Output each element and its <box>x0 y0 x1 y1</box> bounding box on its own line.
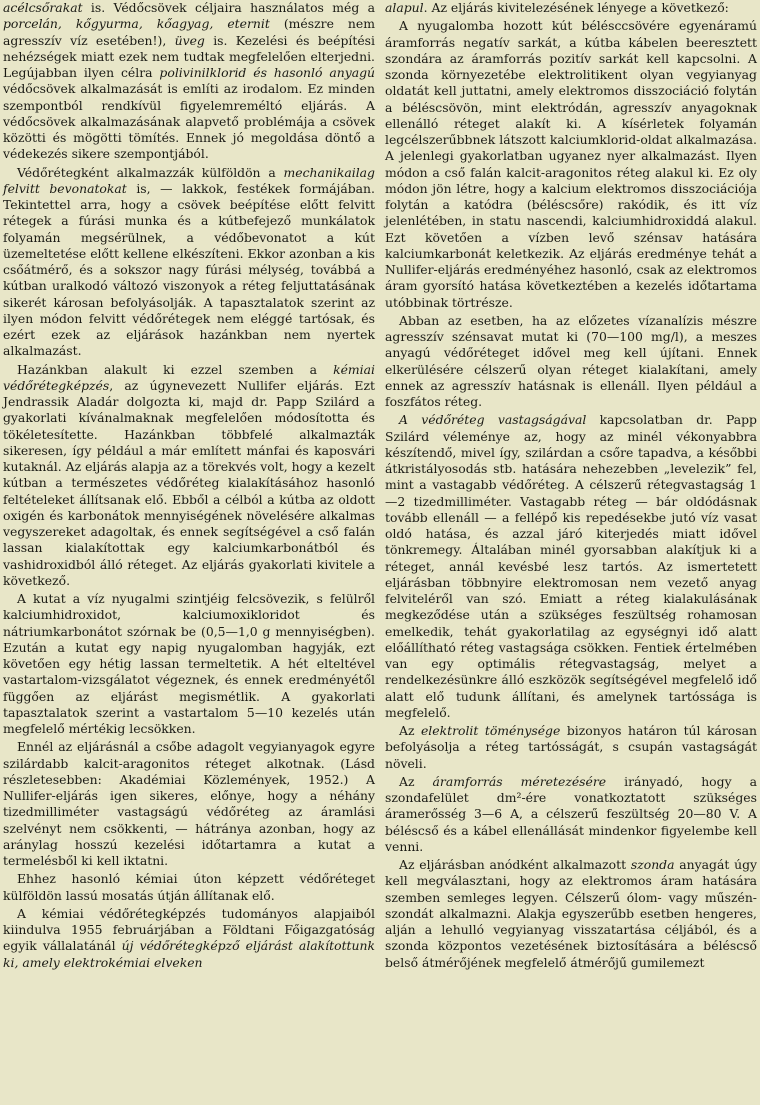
italic-phrase: szonda <box>630 857 675 872</box>
italic-phrase: üveg <box>174 32 205 48</box>
text-run: Ehhez hasonló kémiai úton képzett védőréteget külföldön lassú mosatás útján állítanak elő. <box>3 871 375 903</box>
text-run: . Az eljárás kivitelezésének lényege a következő: <box>423 0 729 15</box>
paragraph <box>385 723 757 772</box>
text-run: Az <box>399 723 421 738</box>
italic-phrase: új védőrétegképző eljárást alakítottunk ki, amely elektrokémiai elveken <box>3 938 376 970</box>
text-run: Védőrétegként alkalmazzák külföldön a <box>17 164 284 180</box>
text-run: Az <box>399 773 433 789</box>
text-run: is. Kezelési és beépítési nehézségek miatt ezek nem tudtak megfelelően elterjedni. Legújabban ilyen célra <box>3 32 375 80</box>
text-run: kapcsolatban dr. Papp Szilárd véleménye az, hogy az minél vékonyabbra készítendő, mivel így, szilárdan a csőre tapadva, a későbbi átkristályosodás stb. hatására nehezebben „levelezik” fel, mint a vastagabb védőréteg. A célszerű rétegvastagság 1—2 tizedmilliméter. Vastagabb réteg — bár oldódásnak tovább ellenáll — a fellépő kis repedésekbe jutó víz vasat oldó hatása, és azzal járó kiterjedés miatt idővel tönkremegy. Általában minél gyorsabban alakítjuk ki a réteget, annál kevésbé lesz tartós. Az ismertetett eljárásban többnyire elektromosan nem vezető anyag felviteléről van szó. Emiatt a réteg kialakulásának megkeződése után a szükséges feszültség rohamosan emelkedik, tehát gyakorlatilag az egységnyi idő alatt előállítható réteg vastagsága csökken. Fentiek értelmében van egy optimális rétegvastagság, melyet a rendelkezésünkre álló eszközök segítségével megfelelő idő alatt elő tudunk állítani, és amelynek tartóssága is megfelelő. <box>385 412 757 720</box>
text-run: is. Védőcsövek céljaira használatos még a <box>82 0 375 15</box>
paragraph <box>385 0 757 16</box>
paragraph <box>3 739 375 869</box>
italic-phrase: acélcsőrakat <box>3 0 83 15</box>
italic-phrase: alapul <box>385 0 424 15</box>
paragraph <box>385 412 757 721</box>
paragraph <box>3 871 375 904</box>
text-run: anyagát úgy kell megválasztani, hogy az elektromos áram hatására szemben semleges legyen. Célszerű ólom- vagy műszén-szondát alkalmazni. Alakja egyszerűbb esetben hengeres, alján a lehulló vegyianyag visszatartása céljából, és a szonda központos vezetésének biztosítására a béléscső belső átmérőjének megfelelő átmérőjű gumilemezt <box>385 857 757 970</box>
italic-phrase: elektrolit töménysége <box>420 723 561 738</box>
text-run: bizonyos határon túl károsan befolyásolja a réteg tartósságát, s csupán vastagságát növeli. <box>385 723 757 771</box>
text-run: védőcsövek alkalmazását is említi az irodalom. Ez minden szempontból rendkívül figyelemreméltó eljárás. A védőcsövek alkalmazásának alapvető problémája a csövek közötti és mögötti tömítés. Ennek jó megoldása döntő a védekezés sikere szempontjából. <box>3 81 375 162</box>
italic-phrase: áramforrás méretezésére <box>432 773 607 789</box>
right-column <box>385 0 757 1105</box>
italic-phrase: porcelán, kőgyurma, kőagyag, eternit <box>3 16 270 32</box>
paragraph <box>3 165 375 360</box>
italic-phrase: mechanikailag felvitt bevonatokat <box>3 164 375 196</box>
text-run: Az eljárásban anódként alkalmazott <box>399 857 631 872</box>
text-run: , az úgynevezett Nullifer eljárás. Ezt Jendrassik Aladár dolgozta ki, majd dr. Papp Szilárd a gyakorlati kívánalmaknak megfelelően módosította és tökéletesítette. Hazánkban többfelé alkalmazták sikeresen, így például a már említett mánfai és kaposvári kutaknál. Az eljárás alapja az a törekvés volt, hogy a kezelt kútban a természetes védőréteg kialakításához hasonló feltételeket állítsanak elő. Ebből a célból a kútba az oldott oxigén és karbonátok mennyiségének növelésére alkalmas vegyszereket adagoltak, és ennek segítségével a cső falán lassan kialakítottak egy kalciumkarbonátból és vashidroxidból álló réteget. Az eljárás gyakorlati kivitele a következő. <box>3 377 375 588</box>
paragraph <box>3 591 375 737</box>
paragraph <box>385 313 757 411</box>
italic-phrase: A védőréteg vastagságával <box>399 412 587 428</box>
text-run: Abban az esetben, ha az előzetes vízanalízis mészre agresszív szénsavat mutat ki (70—100 mg/l), a meszes anyagú védőréteget idővel meg kell újítani. Ennek elkerülésére célszerű olyan réteget kialakítani, amely ennek az agresszív hatásnak is ellenáll. Ilyen például a foszfátos réteg. <box>385 312 757 409</box>
text-run: Ennél az eljárásnál a csőbe adagolt vegyianyagok egyre szilárdabb kalcit-aragonitos réteget alkotnak. (Lásd részletesebben: Akadémiai Közlemények, 1952.) A Nullifer-eljárás igen sikeres, előnye, hogy a néhány tizedmilliméter vastagságú védőréteg az áramlási szelvényt nem csökkenti, — hátránya azonban, hogy az aránylag hosszú kezelési időtartamra a kutat a termelésből ki kell iktatni. <box>3 739 375 868</box>
text-run: A kutat a víz nyugalmi szintjéig felcsövezik, s felülről kalciumhidroxidot, kalciumoxikloridot és nátriumkarbonátot szórnak be (0,5—1,0 g mennyiségben). Ezután a kutat egy napig nyugalomban hagyják, ezt követően egy hétig lassan termeltetik. A hét elteltével vastartalom-vizsgálatot végeznek, és ennek eredményétől függően az eljárást megismétlik. A gyakorlati tapasztalatok szerint a vastartalom 5—10 kezelés után megfelelő mértékig lecsökken. <box>3 591 375 736</box>
paragraph <box>385 18 757 311</box>
paragraph <box>385 774 757 855</box>
text-run: irányadó, hogy a szondafelület dm²-ére vonatkoztatott szükséges áramerősség 3—6 A, a célszerű feszültség 20—80 V. A béléscső és a kábel ellenállását mindenkor figyelembe kell venni. <box>385 773 757 854</box>
paragraph <box>3 906 375 971</box>
text-run: (mészre nem agresszív víz esetében!), <box>3 16 375 48</box>
paragraph <box>3 0 375 163</box>
paragraph <box>385 857 757 971</box>
italic-phrase: kémiai védőrétegképzés <box>3 361 375 393</box>
paragraph <box>3 362 375 590</box>
text-run: Hazánkban alakult ki ezzel szemben a <box>17 361 334 377</box>
text-run: A nyugalomba hozott kút bélésccsövére egyenáramú áramforrás negatív sarkát, a kútba kábelen beeresztett szondára az áramforrás pozitív sarkát kell kapcsolni. A szonda környezetébe elektrolitikent olyan vegyianyag oldatát kell juttatni, amely elektromos disszociáció folytán a béléscsövön, mint elektródán, agresszív anyagoknak ellenálló réteget alakít ki. A kísérletek folyamán legcélszerűbbnek látszott kalciumklorid-oldat alkalmazása. A jelenlegi gyakorlatban ugyanez nyer alkalmazást. Ilyen módon a cső falán kalcit-aragonitos réteg alakul ki. Ez oly módon jön létre, hogy a kalcium elektromos disszociációja folytán a katódra (béléscsőre) rakódik, és itt víz jelenlétében, in statu nascendi, kalciumhidroxiddá alakul. Ezt követően a vízben levő szénsav hatására kalciumkarbonát keletkezik. Az eljárás eredménye tehát a Nullifer-eljárás eredményéhez hasonló, csak az elektromos áram gyorsító hatása következtében a kezelés időtartama utóbbinak törtrésze. <box>385 18 757 310</box>
text-run: is, — lakkok, festékek formájában. Tekintettel arra, hogy a csövek beépítése előtt felvitt rétegek a fúrási munka és a kútbefejező munkálatok folyamán megsérülnek, a védőbevonatot a kút üzemeltetése előtt kellene elkészíteni. Ekkor azonban a kis csőátmérő, és a sokszor nagy fúrási mélység, továbbá a kútban uralkodó változó viszonyok a réteg feljuttatásának sikerét károsan befolyásolják. A tapasztalatok szerint az ilyen módon felvitt védőrétegek nem eléggé tartósak, és ezért ezek az eljárások hazánkban nem nyertek alkalmazást. <box>3 180 375 359</box>
italic-phrase: polivinilklorid és hasonló anyagú <box>159 65 375 80</box>
left-column <box>3 0 375 1105</box>
text-run: A kémiai védőrétegképzés tudományos alapjaiból kiindulva 1955 februárjában a Földtani Főigazgatóság egyik vállalatánál <box>3 905 375 954</box>
